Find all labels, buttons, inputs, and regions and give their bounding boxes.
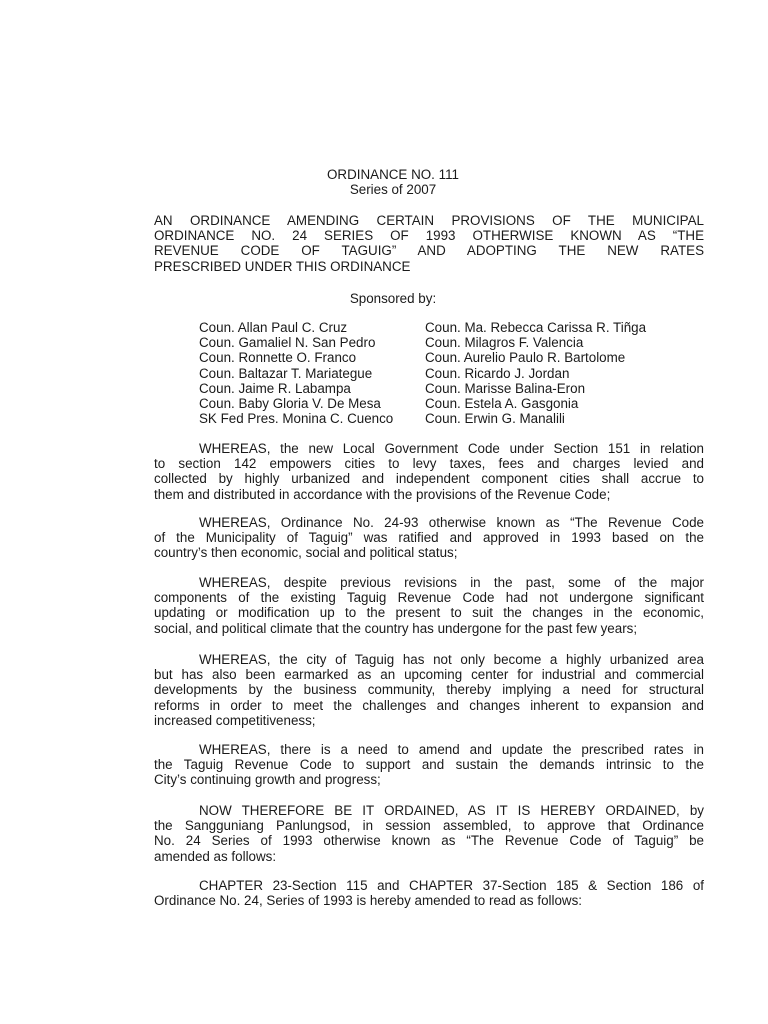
paragraph-line: collected by highly urbanized and independent component cities shall accrue to — [154, 471, 704, 487]
heading-line: PRESCRIBED UNDER THIS ORDINANCE — [154, 258, 411, 274]
sponsor-name: Coun. Marisse Balina-Eron — [425, 380, 586, 396]
whereas-paragraph-1 — [154, 441, 704, 502]
sponsor-name: Coun. Ma. Rebecca Carissa R. Tiñga — [425, 320, 647, 335]
whereas-paragraph-4 — [154, 652, 704, 728]
paragraph-line: WHEREAS, the new Local Government Code under Section 151 in relation — [199, 441, 704, 456]
sponsor-name: Coun. Milagros F. Valencia — [425, 335, 584, 351]
sponsor-row — [199, 350, 709, 365]
sponsor-name: Coun. Gamaliel N. San Pedro — [199, 335, 376, 351]
paragraph-line: them and distributed in accordance with the provisions of the Revenue Code; — [154, 486, 611, 502]
ordained-paragraph — [154, 803, 704, 864]
paragraph-line: to section 142 empowers cities to levy taxes, fees and charges levied and — [154, 456, 704, 472]
sponsor-name: Coun. Baltazar T. Mariategue — [199, 365, 373, 381]
sponsor-name: Coun. Ronnette O. Franco — [199, 350, 357, 366]
ordinance-series: Series of 2007 — [349, 182, 437, 198]
sponsor-name: SK Fed Pres. Monina C. Cuenco — [199, 411, 394, 427]
sponsor-name: Coun. Jaime R. Labampa — [199, 380, 351, 396]
sponsor-row — [199, 335, 709, 350]
whereas-paragraph-3 — [154, 575, 704, 636]
heading-line: ORDINANCE NO. 24 SERIES OF 1993 OTHERWISE KNOWN AS “THE — [154, 228, 704, 244]
paragraph-line: CHAPTER 23-Section 115 and CHAPTER 37-Section 185 & Section 186 of — [199, 878, 704, 893]
paragraph-line: country’s then economic, social and political status; — [154, 545, 458, 561]
sponsor-row — [199, 366, 709, 381]
ordinance-heading — [154, 213, 704, 274]
paragraph-line: reforms in order to meet the challenges and changes inherent to expansion and — [154, 697, 704, 713]
paragraph-line: WHEREAS, despite previous revisions in the past, some of the major — [199, 575, 704, 590]
sponsor-name: Coun. Erwin G. Manalili — [425, 411, 565, 427]
paragraph-line: WHEREAS, the city of Taguig has not only become a highly urbanized area — [199, 652, 704, 667]
sponsor-name: Coun. Baby Gloria V. De Mesa — [199, 395, 381, 411]
sponsor-name: Coun. Allan Paul C. Cruz — [199, 320, 348, 335]
paragraph-line: WHEREAS, there is a need to amend and update the prescribed rates in — [199, 742, 704, 757]
paragraph-line: increased competitiveness; — [154, 712, 316, 728]
whereas-paragraph-2 — [154, 515, 704, 561]
sponsor-row — [199, 411, 709, 426]
paragraph-line: Ordinance No. 24, Series of 1993 is hereby amended to read as follows: — [154, 893, 583, 909]
ordinance-number: ORDINANCE NO. 111 — [327, 167, 459, 182]
sponsor-name: Coun. Aurelio Paulo R. Bartolome — [425, 350, 626, 366]
whereas-paragraph-5 — [154, 742, 704, 788]
paragraph-line: the Taguig Revenue Code to support and sustain the demands intrinsic to the — [154, 757, 704, 773]
chapter-amendment-paragraph — [154, 878, 704, 908]
heading-line: AN ORDINANCE AMENDING CERTAIN PROVISIONS OF THE MUNICIPAL — [154, 213, 704, 228]
sponsor-name: Coun. Ricardo J. Jordan — [425, 365, 570, 381]
paragraph-line: amended as follows: — [154, 848, 277, 864]
paragraph-line: WHEREAS, Ordinance No. 24-93 otherwise known as “The Revenue Code — [199, 515, 704, 530]
sponsors-list — [199, 320, 709, 426]
sponsored-by-label: Sponsored by: — [349, 291, 437, 306]
paragraph-line: of the Municipality of Taguig” was ratified and approved in 1993 based on the — [154, 530, 704, 546]
sponsor-row — [199, 381, 709, 396]
sponsor-name: Coun. Estela A. Gasgonia — [425, 395, 579, 411]
paragraph-line: No. 24 Series of 1993 otherwise known as “The Revenue Code of Taguig” be — [154, 833, 704, 849]
ordinance-title — [0, 167, 768, 197]
paragraph-line: NOW THEREFORE BE IT ORDAINED, AS IT IS HEREBY ORDAINED, by — [199, 803, 704, 818]
paragraph-line: developments by the business community, thereby implying a need for structural — [154, 682, 704, 698]
paragraph-line: components of the existing Taguig Revenue Code had not undergone significant — [154, 590, 704, 606]
paragraph-line: updating or modification up to the present to suit the changes in the economic, — [154, 605, 704, 621]
sponsor-row — [199, 396, 709, 411]
paragraph-line: City’s continuing growth and progress; — [154, 772, 381, 788]
paragraph-line: social, and political climate that the country has undergone for the past few years; — [154, 620, 638, 636]
sponsor-row — [199, 320, 709, 335]
paragraph-line: the Sangguniang Panlungsod, in session assembled, to approve that Ordinance — [154, 818, 704, 834]
heading-line: REVENUE CODE OF TAGUIG” AND ADOPTING THE NEW RATES — [154, 243, 704, 259]
paragraph-line: but has also been earmarked as an upcoming center for industrial and commercial — [154, 667, 704, 683]
